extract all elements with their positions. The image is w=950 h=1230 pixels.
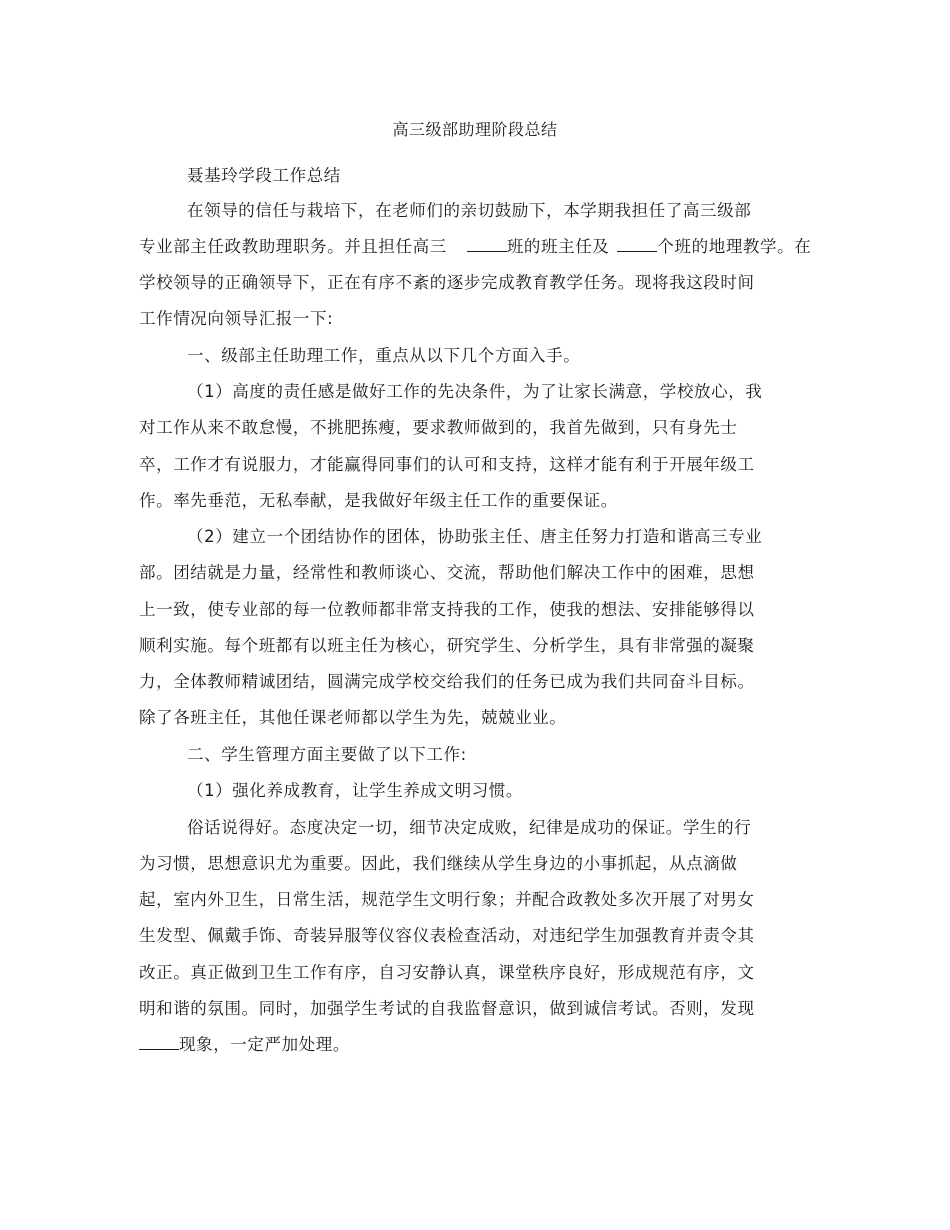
paragraph-line: 对工作从来不敢怠慢，不挑肥拣瘦，要求教师做到的，我首先做到，只有身先士	[139, 418, 738, 437]
paragraph-line: 在领导的信任与栽培下，在老师们的亲切鼓励下，本学期我担任了高三级部	[187, 201, 752, 220]
paragraph-line: 卒，工作才有说服力，才能赢得同事们的认可和支持，这样才能有利于开展年级工	[139, 455, 755, 474]
paragraph-line: 部。团结就是力量，经常性和教师谈心、交流，帮助他们解决工作中的困难，思想	[139, 563, 755, 582]
paragraph-line: 为习惯，思想意识尤为重要。因此，我们继续从学生身边的小事抓起，从点滴做	[139, 854, 738, 873]
section-heading: 一、级部主任助理工作，重点从以下几个方面入手。	[187, 346, 581, 365]
paragraph-line: （1）高度的责任感是做好工作的先决条件，为了让家长满意，学校放心，我	[187, 382, 763, 401]
paragraph-line: 起，室内外卫生，日常生活，规范学生文明行象；并配合政教处多次开展了对男女	[139, 890, 755, 909]
fill-blank	[617, 237, 657, 252]
paragraph-line-with-blanks	[139, 237, 811, 257]
paragraph-line: （2）建立一个团结协作的团体，协助张主任、唐主任努力打造和谐高三专业	[187, 527, 763, 546]
document-title: 高三级部助理阶段总结	[392, 120, 558, 139]
section-heading: 二、学生管理方面主要做了以下工作:	[187, 745, 467, 764]
paragraph-line: 明和谐的氛围。同时，加强学生考试的自我监督意识，做到诚信考试。否则，发现	[139, 999, 755, 1018]
paragraph-text: 个班的地理教学。在	[657, 237, 812, 256]
paragraph-line: 俗话说得好。态度决定一切，细节决定成败，纪律是成功的保证。学生的行	[187, 818, 752, 837]
author-line: 聂基玲学段工作总结	[187, 166, 341, 185]
paragraph-line: 顺利实施。每个班都有以班主任为核心，研究学生、分析学生，具有非常强的凝聚	[139, 636, 755, 655]
paragraph-line: 作。率先垂范，无私奉献，是我做好年级主任工作的重要保证。	[139, 491, 618, 510]
paragraph-text: 现象，一定严加处理。	[179, 1035, 350, 1054]
paragraph-text: 专业部主任政教助理职务。并且担任高三	[139, 237, 447, 256]
paragraph-text: 班的班主任及	[506, 237, 610, 256]
paragraph-line: 学校领导的正确领导下，正在有序不紊的逐步完成教育教学任务。现将我这段时间	[139, 273, 755, 292]
subsection-heading: （1）强化养成教育，让学生养成文明习惯。	[187, 781, 523, 800]
paragraph-line: 除了各班主任，其他任课老师都以学生为先，兢兢业业。	[139, 708, 567, 727]
paragraph-line: 力，全体教师精诚团结，圆满完成学校交给我们的任务已成为我们共同奋斗目标。	[139, 672, 755, 691]
fill-blank	[139, 1035, 179, 1050]
paragraph-line: 工作情况向领导汇报一下:	[139, 309, 334, 328]
paragraph-line: 改正。真正做到卫生工作有序，自习安静认真，课堂秩序良好，形成规范有序，文	[139, 963, 755, 982]
paragraph-line: 上一致，使专业部的每一位教师都非常支持我的工作，使我的想法、安排能够得以	[139, 600, 755, 619]
paragraph-line: 生发型、佩戴手饰、奇装异服等仪容仪表检查活动，对违纪学生加强教育并责令其	[139, 926, 755, 945]
paragraph-line-with-blank	[139, 1035, 350, 1055]
fill-blank	[467, 237, 507, 252]
